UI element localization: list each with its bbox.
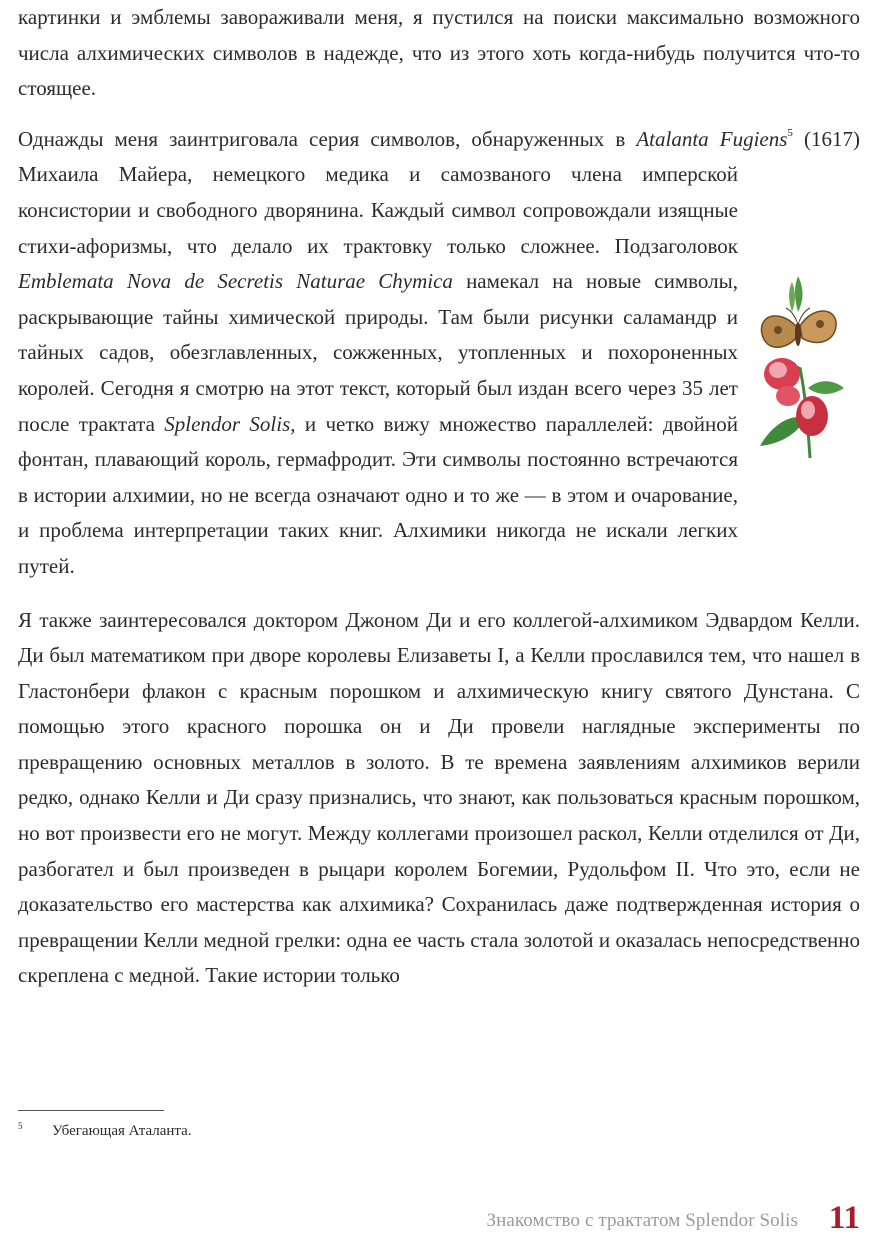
footnote-number: 5 [18, 1121, 23, 1131]
paragraph-3-text: Я также заинтересовался доктором Джоном Ди и его коллегой-алхимиком Эдвардом Келли. Ди был математиком при дворе королевы Елизаветы I, а Келли прославился тем, что нашел в Гластонбери флакон с красным порошком и алхимическую книгу святого Дунстана. С помощью этого красного порошка он и Ди провели наглядные эксперименты по превращению основных металлов в золото. В те времена заявлениям алхимиков верили редко, однако Келли и Ди сразу признались, что знают, как пользоваться красным порошком, но вот произвести его не могут. Между коллегами произошел раскол, Келли отделился от Ди, разбогател и был произведен в рыцари королем Богемии, Рудольфом II. Что это, если не доказательство его мастерства как алхимика? Сохранилась даже подтвержденная история о превращении Келли медной грелки: одна ее часть стала золотой и оказалась непосредственно скреплена с медной. Такие истории только [18, 607, 860, 988]
footnote [18, 1121, 192, 1140]
paragraph-3 [18, 603, 860, 995]
book-title-emblemata: Emblemata Nova de Secretis Naturae Chymica [18, 269, 453, 294]
paragraph-1 [18, 0, 860, 107]
paragraph-2-part2: (1617) Михаила Майера, немецкого медика и самозваного члена имперской консистории и свободного дворянина. Каждый символ сопровождали изящные стихи-афоризмы, что делало их трактовку только сложнее. Подзаголовок [18, 126, 860, 258]
book-title-atalanta: Atalanta Fugiens [636, 126, 788, 151]
paragraph-2-part3: намекал на новые символы, раскрывающие тайны химической природы. Там были рисунки саламандр и тайных садов, обезглавленных, сожженных, утопленных и похороненных королей. Сегодня я смотрю на этот текст, который был издан всего через 35 лет после трактата [18, 269, 738, 436]
paragraph-2-part4: , и четко вижу множество параллелей: двойной фонтан, плавающий король, гермафродит. Эти символы постоянно встречаются в истории алхимии, но не всегда означают одно и то же — в этом и очарование, и проблема интерпретации таких книг. Алхимики никогда не искали легких путей. [18, 411, 739, 578]
running-title: Знакомство с трактатом Splendor Solis [486, 1210, 798, 1231]
paragraph-1-text: картинки и эмблемы завораживали меня, я пустился на поиски максимально возможного числа алхимических символов в надежде, что из этого хоть когда-нибудь получится что-то стоящее. [18, 5, 860, 101]
butterfly-on-flower-icon [748, 268, 858, 460]
footnote-divider [18, 1110, 164, 1111]
page-body [18, 0, 860, 994]
book-title-splendor: Splendor Solis [164, 411, 291, 436]
page-number: 11 [828, 1200, 860, 1236]
paragraph-2 [18, 122, 860, 585]
footnote-reference[interactable]: 5 [787, 126, 793, 139]
footnote-text: Убегающая Аталанта. [52, 1123, 192, 1139]
paragraph-2-part1: Однажды меня заинтриговала серия символов, обнаруженных в [18, 126, 637, 151]
